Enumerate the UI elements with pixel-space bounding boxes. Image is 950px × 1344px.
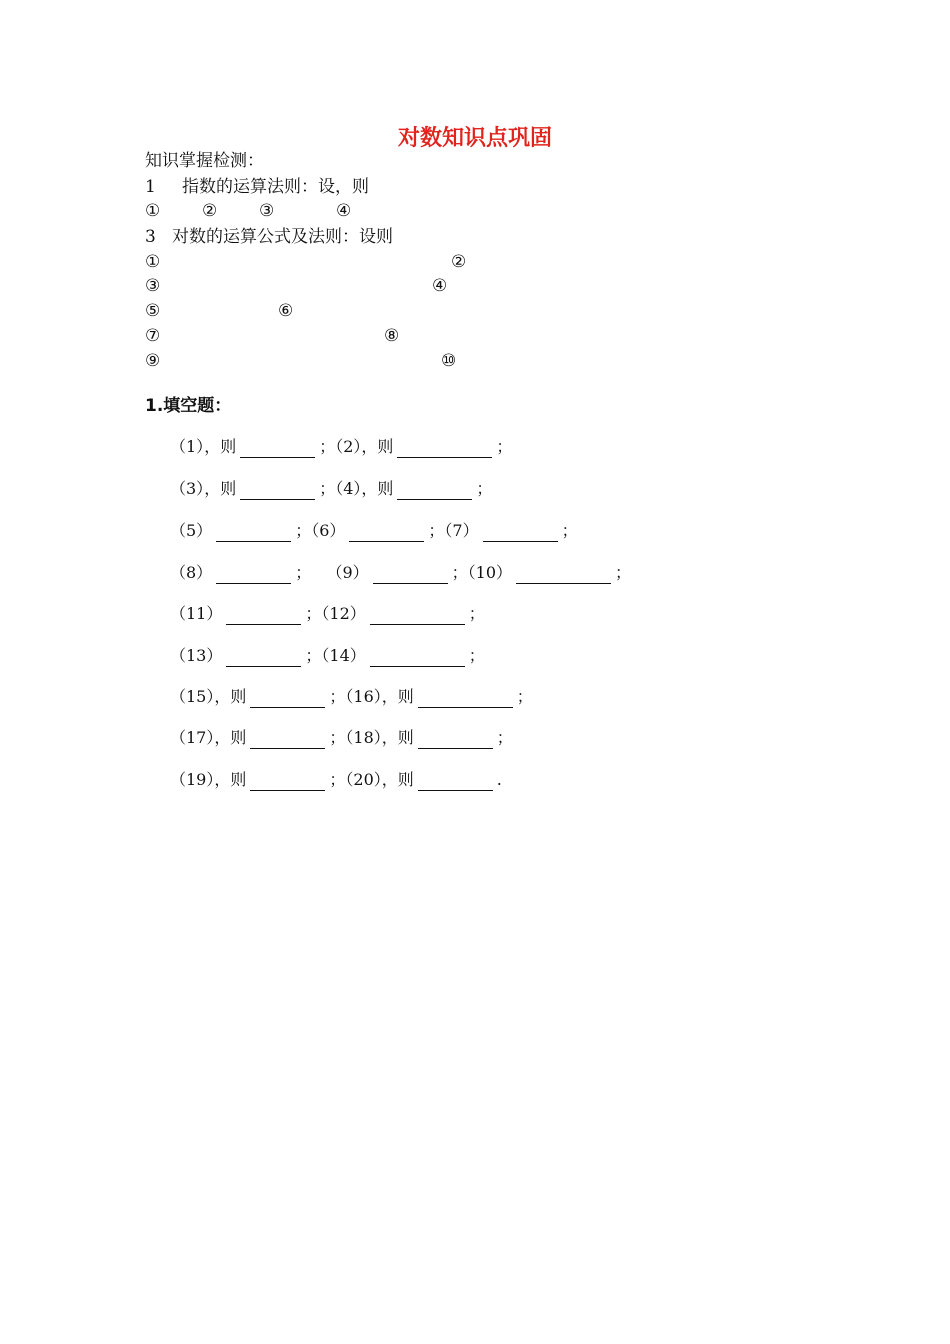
rule-marker-8: ⑧ (384, 326, 400, 346)
answer-blank[interactable] (370, 649, 465, 667)
answer-blank[interactable] (226, 607, 301, 625)
question-row-2: （3），则 ；（4），则 ； (170, 479, 493, 498)
rule-marker-6: ⑥ (278, 301, 294, 321)
answer-blank[interactable] (397, 482, 472, 500)
marker-4: ④ (336, 201, 352, 221)
answer-blank[interactable] (250, 690, 325, 708)
rule-marker-5: ⑤ (145, 301, 161, 321)
answer-blank[interactable] (226, 649, 301, 667)
answer-blank[interactable] (349, 524, 424, 542)
rule-marker-10: ⑩ (441, 351, 457, 371)
page-title: 对数知识点巩固 (397, 125, 552, 151)
answer-blank[interactable] (240, 440, 315, 458)
answer-blank[interactable] (240, 482, 315, 500)
marker-1: ① (145, 201, 161, 221)
question-number: （1） (170, 437, 205, 456)
fill-blank-heading: 1.填空题： (145, 396, 232, 416)
rule-marker-3: ③ (145, 276, 161, 296)
answer-blank[interactable] (250, 773, 325, 791)
answer-blank[interactable] (418, 690, 513, 708)
rule-marker-2: ② (451, 252, 467, 272)
question-row-7: （15），则 ；（16），则 ； (170, 687, 533, 706)
rule-marker-1: ① (145, 252, 161, 272)
answer-blank[interactable] (483, 524, 558, 542)
answer-blank[interactable] (373, 566, 448, 584)
answer-blank[interactable] (250, 731, 325, 749)
question-row-3: （5） ；（6） ；（7） ； (170, 521, 578, 540)
marker-2: ② (202, 201, 218, 221)
rule-marker-7: ⑦ (145, 326, 161, 346)
answer-blank[interactable] (516, 566, 611, 584)
item-3-number: 3 (145, 227, 156, 247)
item-3-text: 对数的运算公式及法则：设则 (172, 227, 393, 247)
question-row-5: （11） ；（12） ； (170, 604, 485, 623)
question-number: （2） (335, 437, 362, 456)
rule-marker-9: ⑨ (145, 351, 161, 371)
question-row-4: （8） ； （9） ；（10） ； (170, 563, 632, 582)
answer-blank[interactable] (418, 773, 493, 791)
question-row-6: （13） ；（14） ； (170, 646, 485, 665)
question-row-9: （19），则 ；（20），则 . (170, 770, 502, 789)
marker-3: ③ (259, 201, 275, 221)
answer-blank[interactable] (397, 440, 492, 458)
section-check-heading: 知识掌握检测： (145, 151, 264, 171)
answer-blank[interactable] (370, 607, 465, 625)
answer-blank[interactable] (216, 524, 291, 542)
question-row-1: （1），则 ；（2），则 ； (170, 437, 513, 456)
answer-blank[interactable] (216, 566, 291, 584)
rule-marker-4: ④ (432, 276, 448, 296)
question-ze: ，则 (204, 437, 237, 456)
answer-blank[interactable] (418, 731, 493, 749)
question-row-8: （17），则 ；（18），则 ； (170, 728, 513, 747)
item-1-number: 1 (145, 177, 156, 197)
item-1-text: 指数的运算法则：设，则 (182, 177, 369, 197)
